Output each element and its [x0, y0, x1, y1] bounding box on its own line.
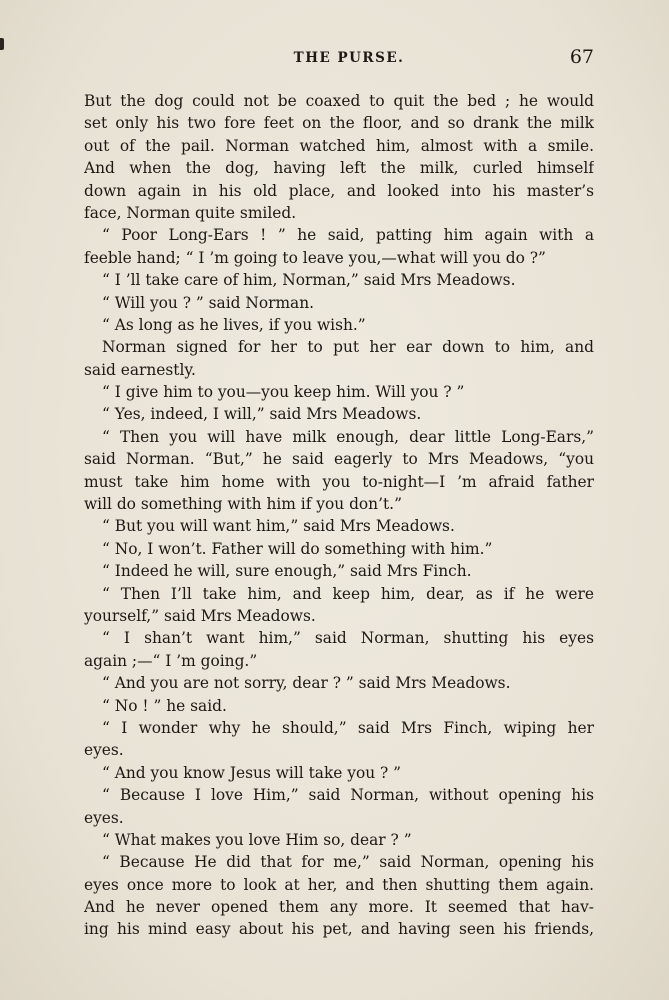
- page-number: 67: [569, 46, 594, 68]
- text-line: “ Because He did that for me,” said Norman, opening his: [102, 853, 594, 872]
- text-line: out of the pail. Norman watched him, almost with a smile.: [84, 136, 594, 155]
- text-line: “ Indeed he will, sure enough,” said Mrs Finch.: [102, 562, 472, 581]
- text-line: “ Poor Long-Ears ! ” he said, patting him again with a: [102, 226, 594, 245]
- text-line: again ;—“ I ’m going.”: [84, 651, 258, 670]
- text-line: eyes.: [84, 741, 124, 760]
- text-line: said earnestly.: [84, 360, 196, 379]
- text-line: must take him home with you to-night—I ’m afraid father: [84, 472, 594, 491]
- text-line: “ Then you will have milk enough, dear little Long-Ears,”: [102, 427, 594, 446]
- text-line: “ Will you ? ” said Norman.: [102, 293, 315, 312]
- text-line: “ Then I’ll take him, and keep him, dear, as if he were: [102, 584, 594, 603]
- text-line: “ And you know Jesus will take you ? ”: [102, 763, 402, 782]
- text-line: And he never opened them any more. It seemed that hav-: [84, 898, 594, 917]
- text-line: “ No, I won’t. Father will do something with him.”: [102, 539, 493, 558]
- text-line: “ I shan’t want him,” said Norman, shutting his eyes: [102, 629, 594, 648]
- page-edge-mark: [0, 38, 4, 50]
- text-line: “ Yes, indeed, I will,” said Mrs Meadows.: [102, 405, 422, 424]
- text-line: “ Because I love Him,” said Norman, without opening his: [102, 786, 594, 805]
- text-line: said Norman. “But,” he said eagerly to Mrs Meadows, “you: [84, 450, 594, 469]
- text-line: feeble hand; “ I ’m going to leave you,—what will you do ?”: [84, 248, 546, 267]
- text-line: yourself,” said Mrs Meadows.: [84, 606, 316, 625]
- text-line: eyes.: [84, 808, 124, 827]
- text-line: “ But you will want him,” said Mrs Meadows.: [102, 517, 455, 536]
- text-line: “ What makes you love Him so, dear ? ”: [102, 830, 412, 849]
- text-line: But the dog could not be coaxed to quit the bed ; he would: [84, 92, 594, 110]
- text-line: “ I wonder why he should,” said Mrs Finch, wiping her: [102, 718, 594, 737]
- text-line: Norman signed for her to put her ear down to him, and: [102, 338, 594, 357]
- text-line: ing his mind easy about his pet, and having seen his friends,: [84, 920, 594, 939]
- text-line: “ I ’ll take care of him, Norman,” said Mrs Meadows.: [102, 271, 516, 290]
- text-line: eyes once more to look at her, and then shutting them again.: [84, 875, 594, 894]
- text-line: “ As long as he lives, if you wish.”: [102, 315, 366, 334]
- text-line: “ I give him to you—you keep him. Will you ? ”: [102, 383, 465, 402]
- text-line: “ No ! ” he said.: [102, 696, 227, 715]
- text-line: will do something with him if you don’t.”: [84, 495, 402, 514]
- text-line: face, Norman quite smiled.: [84, 203, 297, 222]
- text-line: And when the dog, having left the milk, curled himself: [84, 159, 594, 178]
- running-head: [84, 46, 594, 72]
- text-line: set only his two fore feet on the floor, and so drank the milk: [84, 114, 594, 133]
- text-line: “ And you are not sorry, dear ? ” said Mrs Meadows.: [102, 674, 511, 693]
- body-text: [84, 90, 594, 941]
- text-line: down again in his old place, and looked into his master’s: [84, 181, 594, 200]
- running-title: THE PURSE.: [293, 50, 405, 66]
